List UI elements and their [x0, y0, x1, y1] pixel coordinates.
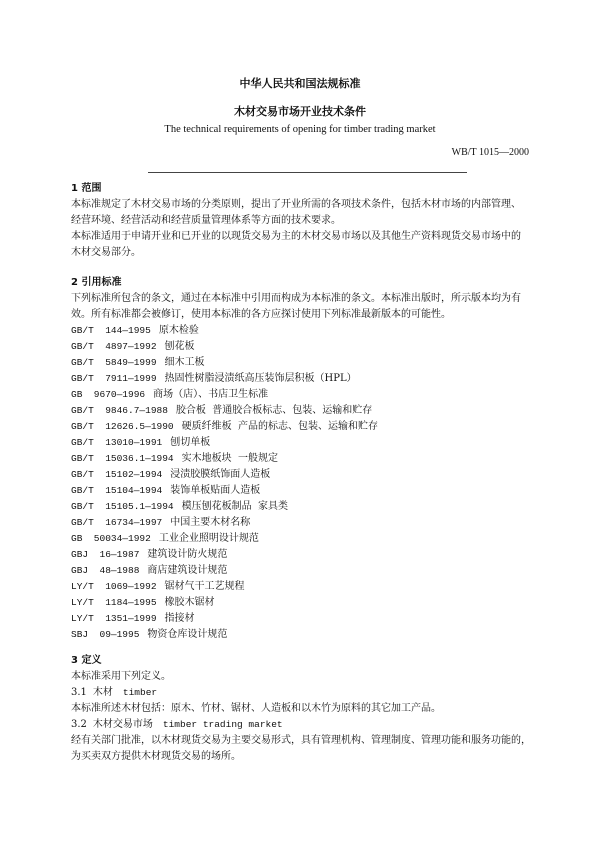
reference-title: 锯材气干工艺规程	[164, 581, 245, 592]
reference-item	[71, 467, 541, 483]
reference-item	[71, 499, 541, 515]
section-heading	[71, 653, 541, 669]
reference-code: GB 9670—1996	[71, 389, 146, 400]
reference-title: 热固性树脂浸渍纸高压装饰层积板（HPL）	[164, 373, 357, 384]
reference-title: 装饰单板贴面人造板	[170, 485, 261, 496]
reference-code: GB/T 4897—1992	[71, 341, 157, 352]
paragraph-line: 效。所有标准都会被修订，使用本标准的各方应探讨使用下列标准最新版本的可能性。	[71, 309, 451, 320]
reference-code: GBJ 16—1987	[71, 549, 140, 560]
term-definition-line: 为买卖双方提供木材现货交易的场所。	[71, 751, 241, 762]
reference-title: 工业企业照明设计规范	[158, 533, 259, 544]
reference-title: 浸渍胶膜纸饰面人造板	[170, 469, 271, 480]
reference-title: 橡胶木锯材	[164, 597, 215, 608]
reference-code: GB/T 7911—1999	[71, 373, 157, 384]
term-name-en: timber trading market	[162, 719, 283, 730]
reference-code: GB 50034—1992	[71, 533, 151, 544]
reference-item	[71, 339, 541, 355]
standard-number: WB/T 1015—2000	[451, 147, 529, 158]
reference-item	[71, 355, 541, 371]
reference-item	[71, 547, 541, 563]
standard-title: 木材交易市场开业技术条件	[234, 105, 366, 118]
reference-code: SBJ 09—1995	[71, 629, 140, 640]
term-name-en: timber	[122, 687, 158, 698]
reference-code: GB/T 9846.7—1988	[71, 405, 168, 416]
section-definitions	[71, 653, 541, 765]
reference-item	[71, 371, 541, 387]
reference-title: 商店建筑设计规范	[147, 565, 228, 576]
reference-item	[71, 595, 541, 611]
reference-title: 胶合板 普通胶合板标志、包装、运输和贮存	[175, 405, 373, 416]
section-title: 范围	[81, 183, 102, 194]
term-name-cn: 木材	[92, 687, 113, 698]
reference-title: 指接材	[164, 613, 195, 624]
term-number: 3.2	[71, 719, 87, 730]
section-heading	[71, 181, 541, 197]
term-number: 3.1	[71, 687, 87, 698]
reference-title: 细木工板	[164, 357, 205, 368]
reference-title: 刨花板	[164, 341, 195, 352]
paragraph-line: 木材交易部分。	[71, 247, 141, 258]
reference-title: 物资仓库设计规范	[147, 629, 228, 640]
reference-item	[71, 579, 541, 595]
reference-item	[71, 451, 541, 467]
reference-code: GB/T 15104—1994	[71, 485, 163, 496]
reference-item	[71, 323, 541, 339]
standard-title-en: The technical requirements of opening for timber trading market	[164, 124, 436, 135]
reference-title: 实木地板块 一般规定	[181, 453, 278, 464]
section-number: 2	[71, 277, 78, 288]
term-heading	[71, 717, 541, 733]
reference-code: GB/T 5849—1999	[71, 357, 157, 368]
reference-item	[71, 403, 541, 419]
reference-item	[71, 531, 541, 547]
reference-title: 刨切单板	[170, 437, 211, 448]
paragraph-line: 本标准适用于申请开业和已开业的以现货交易为主的木材交易市场以及其他生产资料现货交易市场中的	[71, 231, 521, 242]
reference-code: LY/T 1184—1995	[71, 597, 157, 608]
term-name-cn: 木材交易市场	[92, 719, 153, 730]
reference-code: GB/T 144—1995	[71, 325, 151, 336]
paragraph-line: 本标准规定了木材交易市场的分类原则，提出了开业所需的各项技术条件，包括木材市场的内部管理、	[71, 199, 521, 210]
reference-title: 商场（店）、书店卫生标准	[153, 389, 269, 400]
section-heading	[71, 275, 541, 291]
term-heading	[71, 685, 541, 701]
reference-item	[71, 611, 541, 627]
reference-code: GB/T 15105.1—1994	[71, 501, 174, 512]
reference-title: 模压刨花板制品 家具类	[181, 501, 288, 512]
paragraph-line: 本标准采用下列定义。	[71, 671, 171, 682]
reference-item	[71, 627, 541, 643]
term-definition-line: 经有关部门批准，以木材现货交易为主要交易形式，具有管理机构、管理制度、管理功能和服务功能的，	[71, 735, 531, 746]
reference-item	[71, 435, 541, 451]
term-definition-line: 本标准所述木材包括：原木、竹材、锯材、人造板和以木竹为原料的其它加工产品。	[71, 703, 441, 714]
reference-code: GB/T 16734—1997	[71, 517, 163, 528]
reference-item	[71, 483, 541, 499]
paragraph-line: 经营环境、经营活动和经营质量管理体系等方面的技术要求。	[71, 215, 341, 226]
reference-item	[71, 515, 541, 531]
reference-item	[71, 563, 541, 579]
reference-code: LY/T 1351—1999	[71, 613, 157, 624]
reference-code: GB/T 15102—1994	[71, 469, 163, 480]
section-scope	[71, 181, 541, 261]
section-title: 定义	[81, 655, 102, 666]
section-number: 1	[71, 183, 78, 194]
reference-title: 原木检验	[158, 325, 199, 336]
section-title: 引用标准	[81, 277, 122, 288]
reference-code: GB/T 15036.1—1994	[71, 453, 174, 464]
reference-title: 硬质纤维板 产品的标志、包装、运输和贮存	[181, 421, 378, 432]
reference-code: GB/T 12626.5—1990	[71, 421, 174, 432]
reference-code: LY/T 1069—1992	[71, 581, 157, 592]
reference-title: 建筑设计防火规范	[147, 549, 228, 560]
paragraph-line: 下列标准所包含的条文，通过在本标准中引用而构成为本标准的条文。本标准出版时，所示版本均为有	[71, 293, 521, 304]
section-number: 3	[71, 655, 78, 666]
reference-item	[71, 419, 541, 435]
reference-item	[71, 387, 541, 403]
reference-code: GBJ 48—1988	[71, 565, 140, 576]
standard-category: 中华人民共和国法规标准	[239, 77, 361, 90]
section-normative-references	[71, 275, 541, 643]
reference-list	[71, 323, 541, 643]
reference-code: GB/T 13010—1991	[71, 437, 163, 448]
reference-title: 中国主要木材名称	[170, 517, 251, 528]
header-divider	[148, 172, 467, 173]
